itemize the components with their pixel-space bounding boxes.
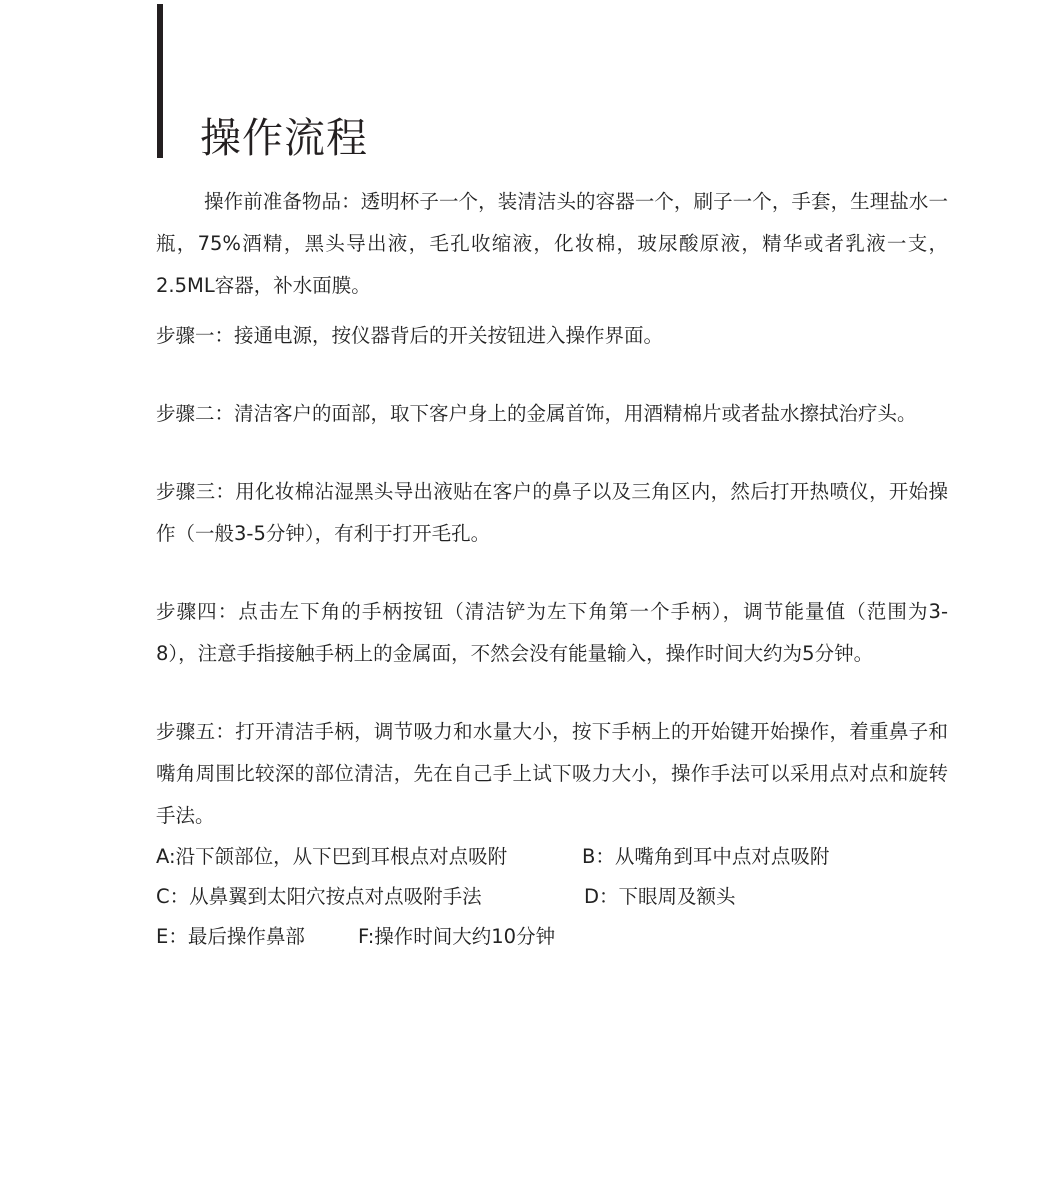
technique-e: E：最后操作鼻部 <box>156 925 305 948</box>
procedure-content <box>156 181 948 957</box>
step-5-paragraph: 步骤五：打开清洁手柄，调节吸力和水量大小，按下手柄上的开始键开始操作，着重鼻子和嘴角周围比较深的部位清洁，先在自己手上试下吸力大小，操作手法可以采用点对点和旋转手法。 <box>156 720 948 827</box>
technique-d: D：下眼周及额头 <box>584 885 736 908</box>
technique-row <box>156 917 948 957</box>
technique-f: F:操作时间大约10分钟 <box>358 925 556 948</box>
technique-a: A:沿下颌部位，从下巴到耳根点对点吸附 <box>156 845 508 868</box>
technique-b: B：从嘴角到耳中点对点吸附 <box>582 845 830 868</box>
technique-list <box>156 837 948 957</box>
step-3-paragraph: 步骤三：用化妆棉沾湿黑头导出液贴在客户的鼻子以及三角区内，然后打开热喷仪，开始操作（一般3-5分钟），有利于打开毛孔。 <box>156 480 948 545</box>
technique-row <box>156 877 948 917</box>
step-1-paragraph: 步骤一：接通电源，按仪器背后的开关按钮进入操作界面。 <box>156 324 664 347</box>
intro-paragraph: 操作前准备物品：透明杯子一个，装清洁头的容器一个，刷子一个，手套，生理盐水一瓶，75%酒精，黑头导出液，毛孔收缩液，化妆棉，玻尿酸原液，精华或者乳液一支，2.5ML容器，补水面膜。 <box>156 190 948 297</box>
technique-c: C：从鼻翼到太阳穴按点对点吸附手法 <box>156 885 482 908</box>
title-accent-bar <box>157 4 163 158</box>
technique-row <box>156 837 948 877</box>
step-2-paragraph: 步骤二：清洁客户的面部，取下客户身上的金属首饰，用酒精棉片或者盐水擦拭治疗头。 <box>156 402 917 425</box>
step-4-paragraph: 步骤四：点击左下角的手柄按钮（清洁铲为左下角第一个手柄），调节能量值（范围为3-8），注意手指接触手柄上的金属面，不然会没有能量输入，操作时间大约为5分钟。 <box>156 600 948 665</box>
page-title: 操作流程 <box>200 114 368 162</box>
